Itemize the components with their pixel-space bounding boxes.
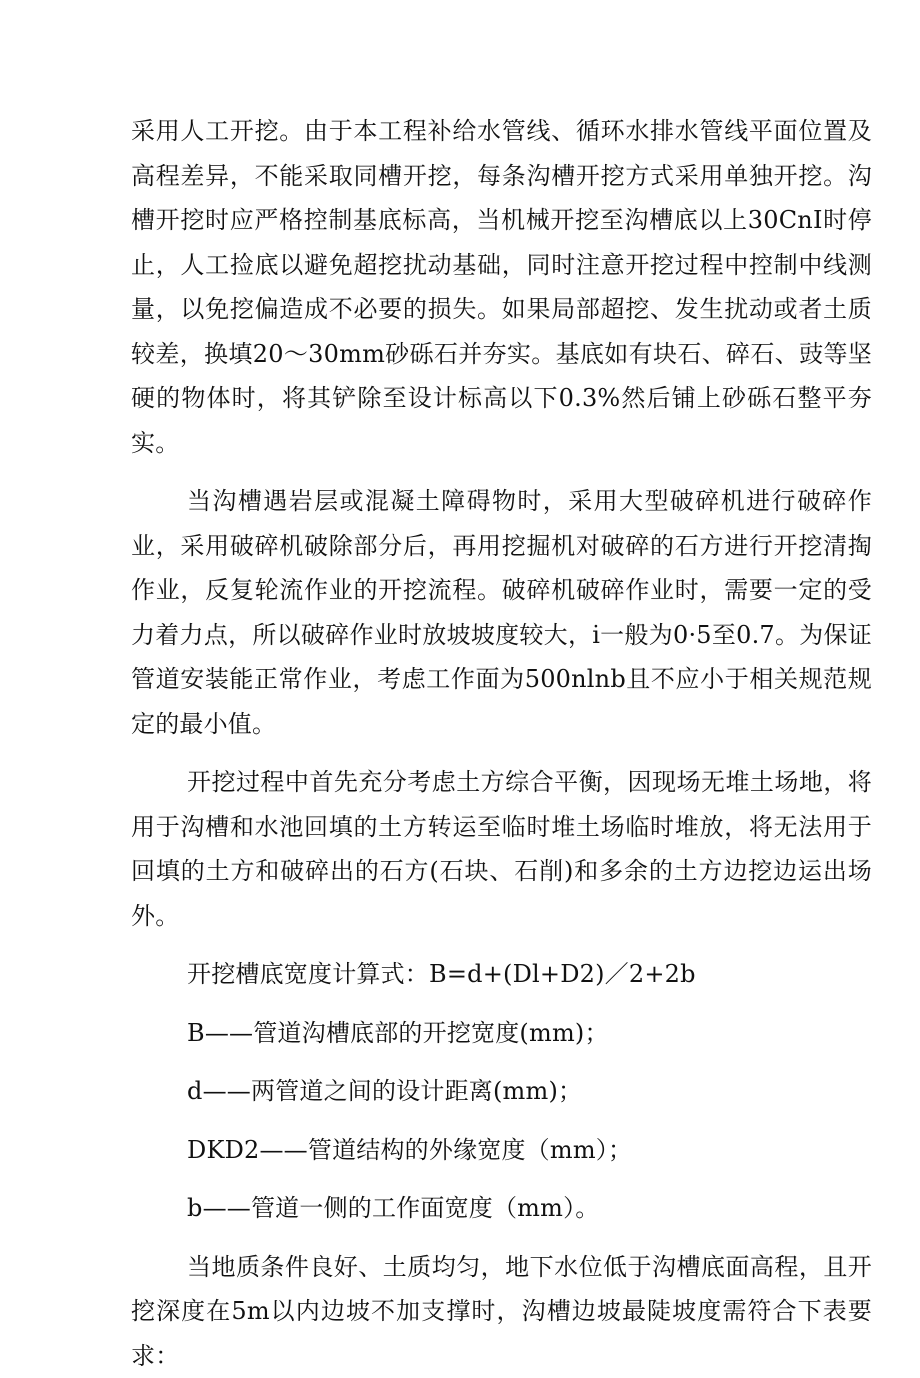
- formula-trench-width: 开挖槽底宽度计算式：B=d+(Dl+D2)／2+2b: [131, 952, 872, 997]
- formula-definition-outer-width: DKD2——管道结构的外缘宽度（mm）；: [131, 1128, 872, 1173]
- paragraph-excavation-method: 采用人工开挖。由于本工程补给水管线、循环水排水管线平面位置及高程差异，不能采取同槽开挖，每条沟槽开挖方式采用单独开挖。沟槽开挖时应严格控制基底标高，当机械开挖至沟槽底以上30CnI时停止，人工捡底以避免超挖扰动基础，同时注意开挖过程中控制中线测量，以免挖偏造成不必要的损失。如果局部超挖、发生扰动或者土质较差，换填20～30mm砂砾石并夯实。基底如有块石、碎石、豉等坚硬的物体时，将其铲除至设计标高以下0.3%然后铺上砂砾石整平夯实。: [131, 109, 872, 465]
- formula-definition-b-width: B——管道沟槽底部的开挖宽度(mm)；: [131, 1011, 872, 1056]
- paragraph-rock-breaking: 当沟槽遇岩层或混凝土障碍物时，采用大型破碎机进行破碎作业，采用破碎机破除部分后，再用挖掘机对破碎的石方进行开挖清掏作业，反复轮流作业的开挖流程。破碎机破碎作业时，需要一定的受力着力点，所以破碎作业时放坡坡度较大，i一般为0·5至0.7。为保证管道安装能正常作业，考虑工作面为500nlnb且不应小于相关规范规定的最小值。: [131, 479, 872, 746]
- paragraph-slope-requirement: 当地质条件良好、土质均匀，地下水位低于沟槽底面高程，且开挖深度在5m以内边坡不加支撑时，沟槽边坡最陡坡度需符合下表要求：: [131, 1245, 872, 1378]
- document-body: [131, 109, 872, 1378]
- formula-definition-working-width: b——管道一侧的工作面宽度（mm）。: [131, 1186, 872, 1231]
- formula-definition-d-distance: d——两管道之间的设计距离(mm)；: [131, 1069, 872, 1114]
- paragraph-earthwork-balance: 开挖过程中首先充分考虑土方综合平衡，因现场无堆土场地，将用于沟槽和水池回填的土方转运至临时堆土场临时堆放，将无法用于回填的土方和破碎出的石方(石块、石削)和多余的土方边挖边运出场外。: [131, 760, 872, 938]
